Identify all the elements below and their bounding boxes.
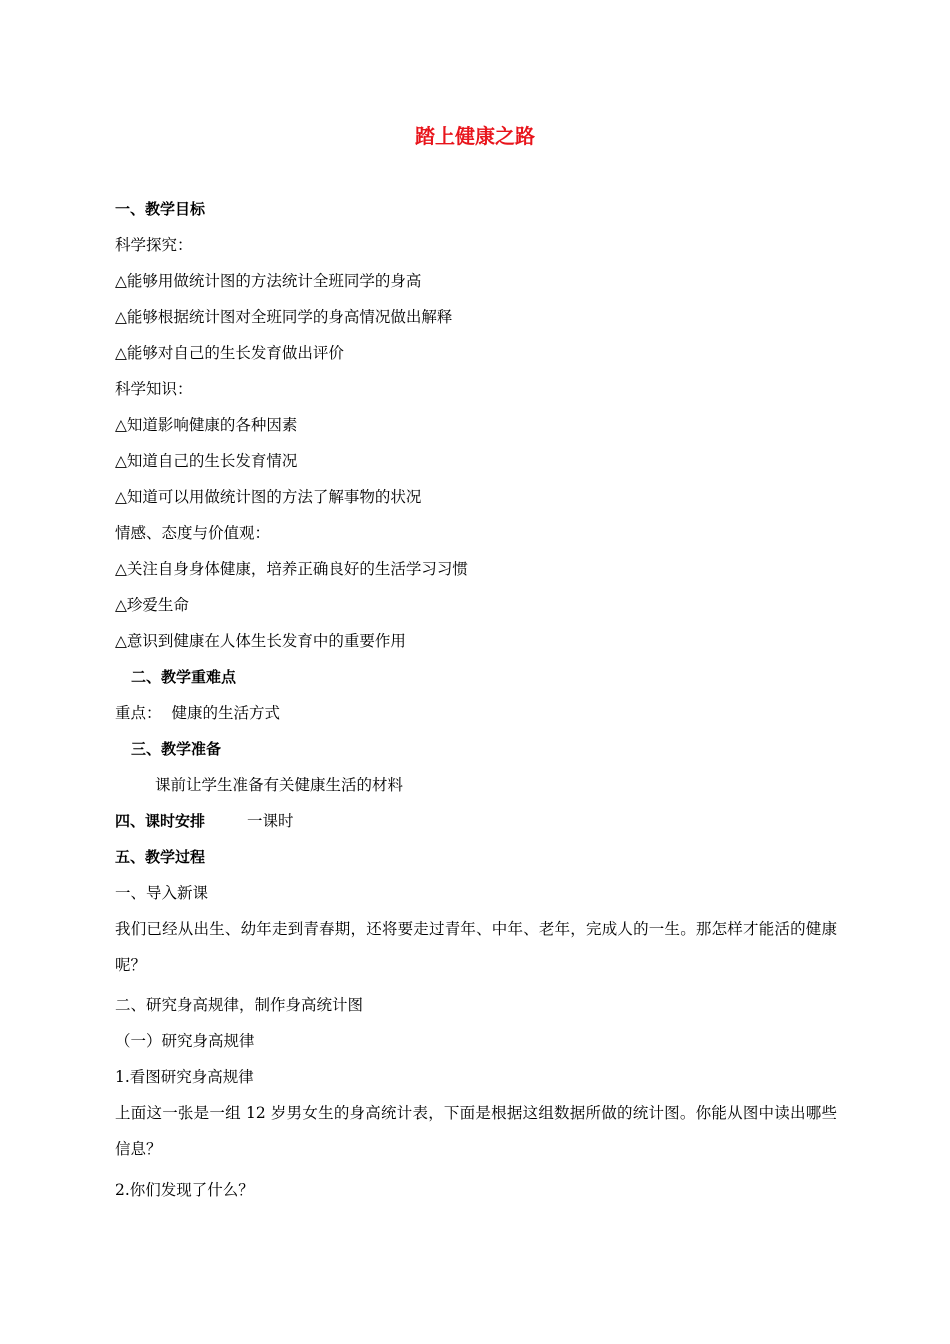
section-heading-key-points: 二、教学重难点 — [131, 668, 237, 686]
section-heading-schedule: 四、课时安排 — [115, 812, 206, 830]
process-step: 一、导入新课 — [115, 884, 209, 902]
preparation-text: 课前让学生准备有关健康生活的材料 — [155, 776, 404, 794]
process-paragraph: 我们已经从出生、幼年走到青春期，还将要走过青年、中年、老年，完成人的一生。那怎样才能活的健康呢？ — [115, 920, 837, 974]
section-heading-preparation: 三、教学准备 — [131, 740, 222, 758]
key-point-value: 健康的生活方式 — [171, 704, 281, 722]
process-substep: （一）研究身高规律 — [115, 1032, 255, 1050]
process-substep: 2.你们发现了什么？ — [115, 1181, 254, 1199]
section-heading-process: 五、教学过程 — [115, 848, 206, 866]
objective-category-knowledge: 科学知识： — [115, 380, 193, 398]
process-substep: 1.看图研究身高规律 — [115, 1068, 254, 1086]
objective-item: △关注自身身体健康，培养正确良好的生活学习习惯 — [115, 560, 468, 578]
schedule-value: 一课时 — [247, 812, 294, 830]
objective-category-attitude: 情感、态度与价值观： — [115, 524, 271, 542]
document-title: 踏上健康之路 — [415, 124, 535, 148]
objective-item: △知道影响健康的各种因素 — [115, 416, 298, 434]
process-paragraph: 上面这一张是一组 12 岁男女生的身高统计表，下面是根据这组数据所做的统计图。你能从图中读出哪些信息？ — [115, 1104, 837, 1158]
objective-category-inquiry: 科学探究： — [115, 236, 193, 254]
objective-item: △能够对自己的生长发育做出评价 — [115, 344, 344, 362]
schedule-row — [115, 810, 294, 832]
objective-item: △意识到健康在人体生长发育中的重要作用 — [115, 632, 406, 650]
process-step: 二、研究身高规律，制作身高统计图 — [115, 996, 364, 1014]
objective-item: △珍爱生命 — [115, 596, 189, 614]
objective-item: △知道可以用做统计图的方法了解事物的状况 — [115, 488, 422, 506]
key-point-row — [115, 702, 280, 724]
objective-item: △能够用做统计图的方法统计全班同学的身高 — [115, 272, 422, 290]
section-heading-objectives: 一、教学目标 — [115, 200, 206, 218]
objective-item: △能够根据统计图对全班同学的身高情况做出解释 — [115, 308, 453, 326]
objective-item: △知道自己的生长发育情况 — [115, 452, 298, 470]
key-point-label: 重点： — [115, 704, 162, 722]
